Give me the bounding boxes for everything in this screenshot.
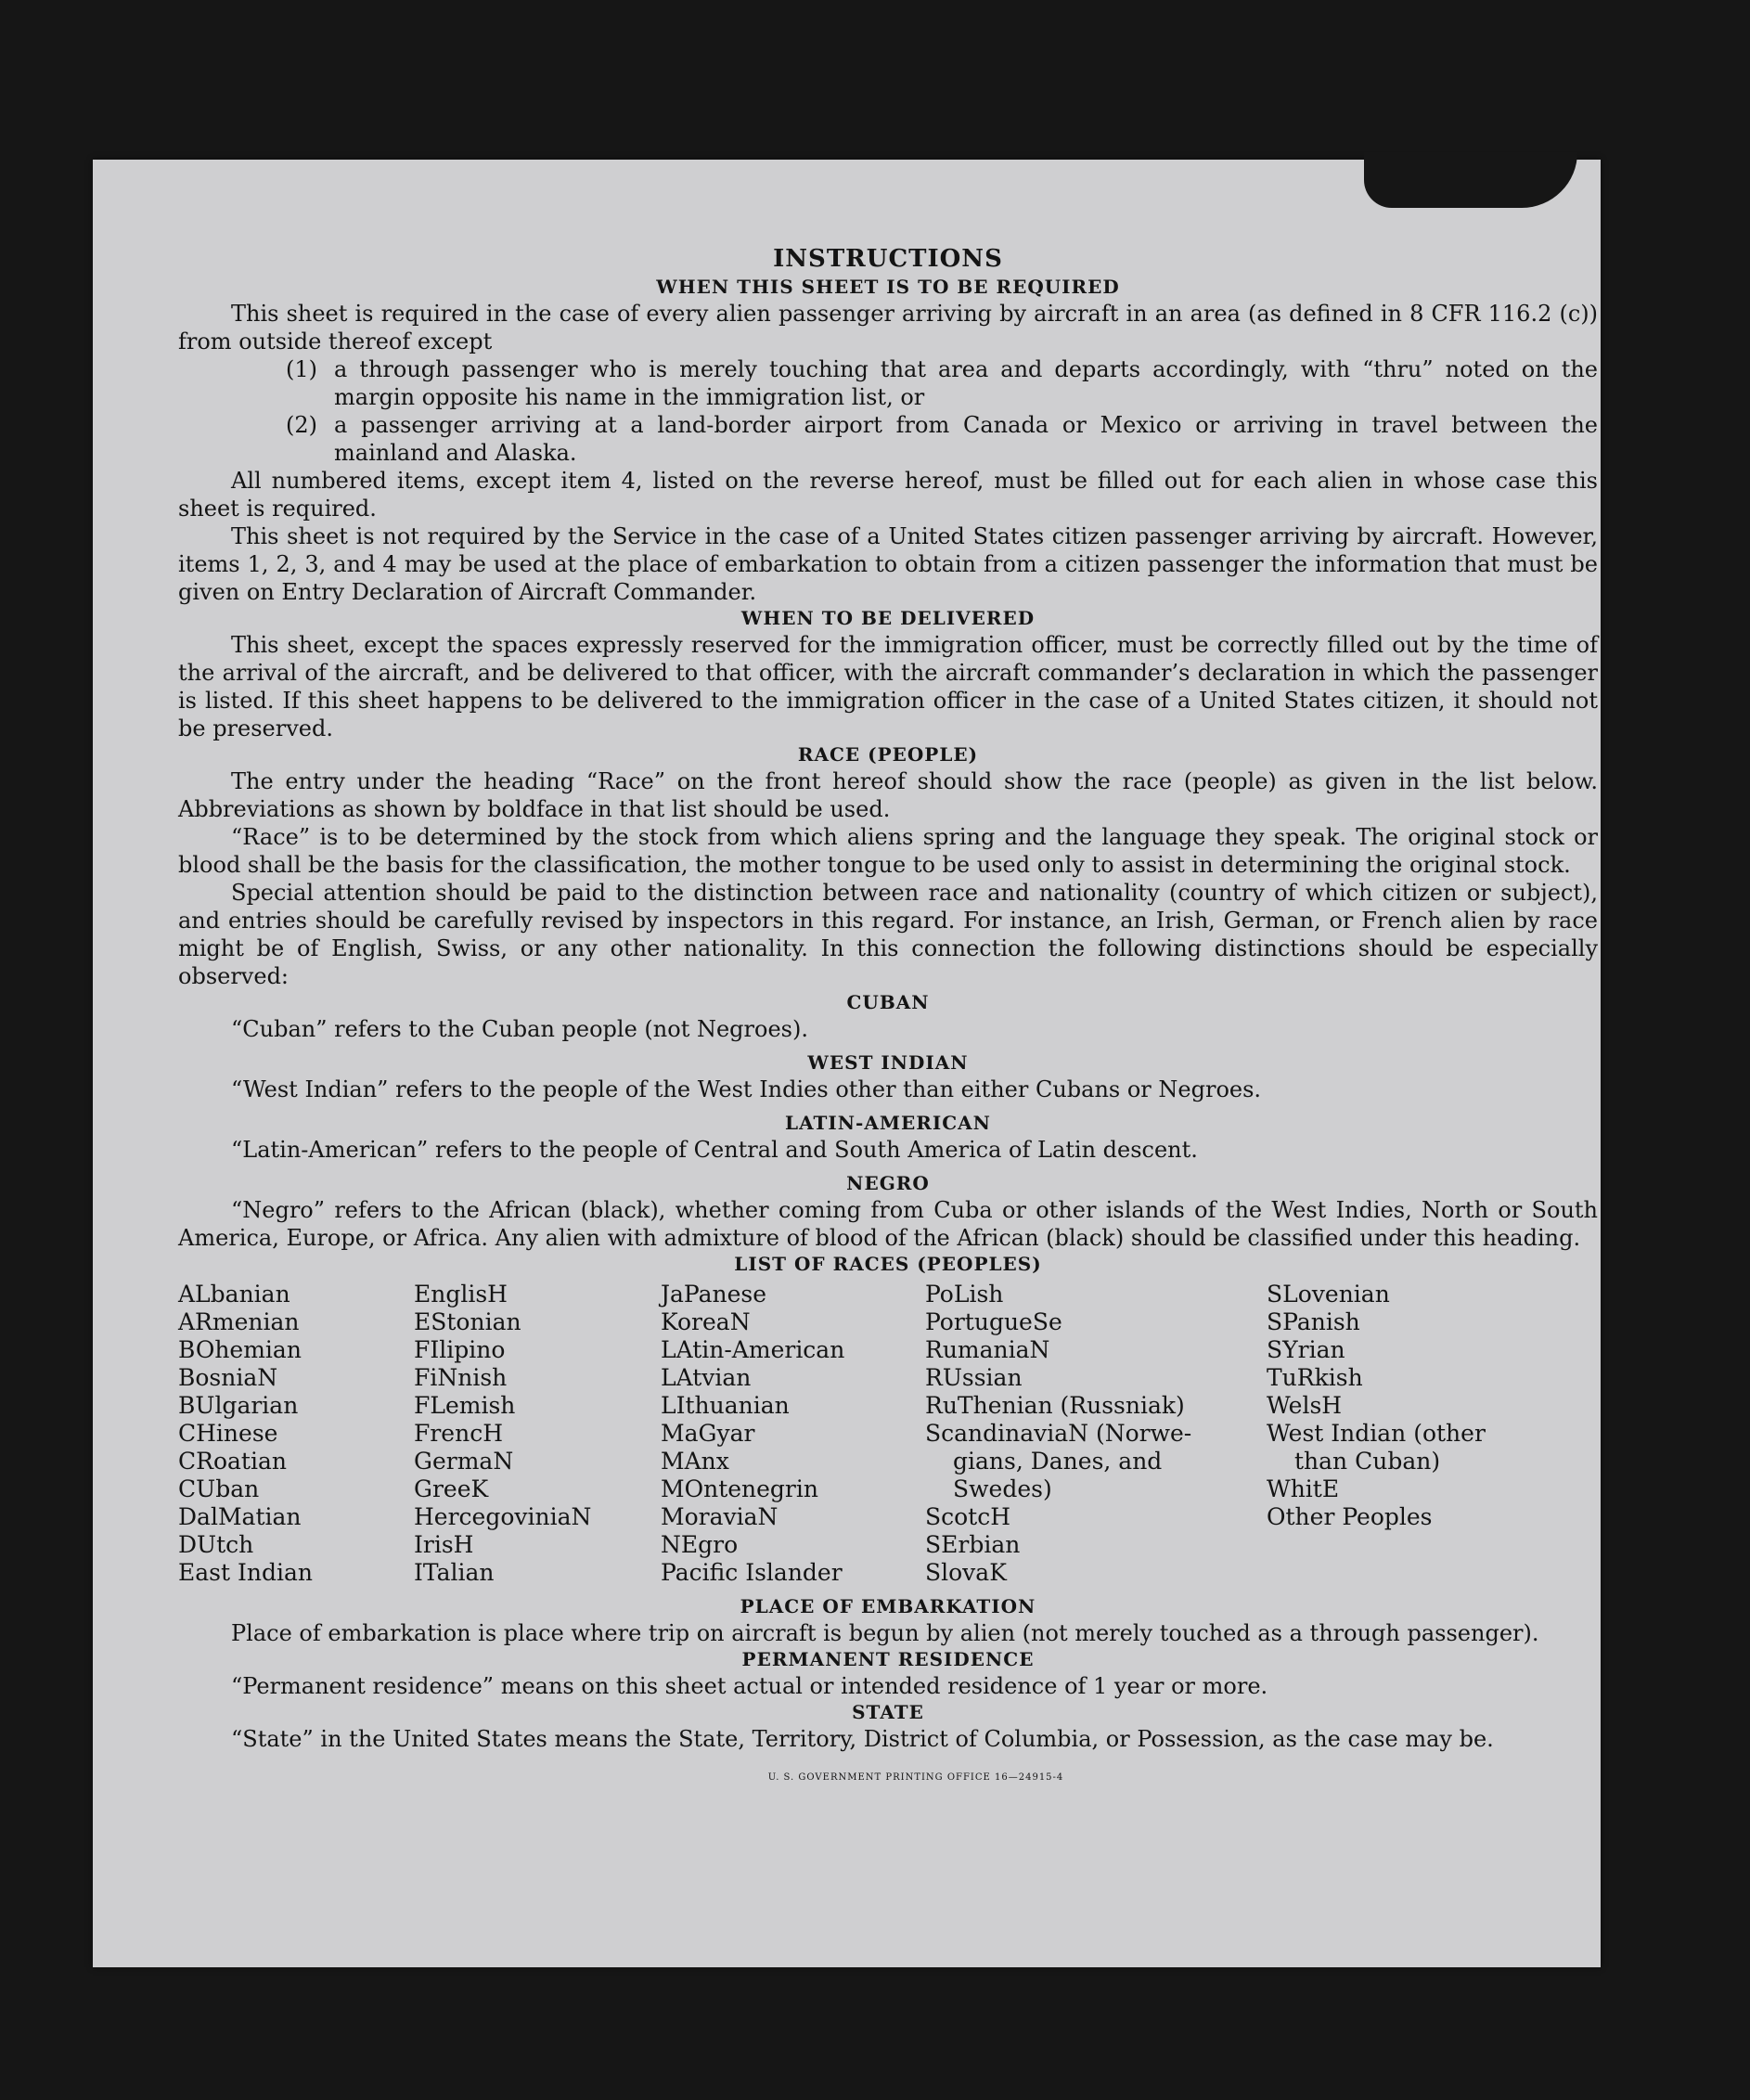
race-entry: ALbanian — [178, 1281, 290, 1308]
races-list — [178, 1281, 1598, 1587]
race-entry: Other Peoples — [1267, 1503, 1433, 1530]
paragraph: Special attention should be paid to the distinction between race and nationality (country of which citizen or subject), and entries should be carefully revised by inspectors in this regard. For instance, an Irish, German, or French alien by race might be of English, Swiss, or any other nationality. In this connection the following distinctions should be especially observed: — [178, 880, 1598, 989]
race-entry: Swedes) — [953, 1475, 1052, 1502]
race-entry: MOntenegrin — [661, 1475, 818, 1502]
race-column-1 — [178, 1281, 414, 1587]
race-entry: NEgro — [661, 1531, 739, 1558]
race-entry: WelsH — [1267, 1392, 1343, 1419]
list-item — [178, 411, 1598, 467]
item-number: (1) — [286, 356, 317, 382]
race-entry: RuThenian (Russniak) — [925, 1392, 1185, 1419]
race-entry: East Indian — [178, 1559, 313, 1586]
race-entry: SErbian — [925, 1531, 1021, 1558]
paragraph: “Permanent residence” means on this sheet actual or intended residence of 1 year or more. — [231, 1673, 1268, 1699]
heading-cuban: CUBAN — [846, 991, 930, 1013]
race-entry: BosniaN — [178, 1364, 278, 1391]
race-entry: DUtch — [178, 1531, 254, 1558]
race-entry: FiNnish — [414, 1364, 508, 1391]
race-entry: SPanish — [1267, 1308, 1360, 1335]
paragraph: “Race” is to be determined by the stock from which aliens spring and the language they speak. The original stock or blood shall be the basis for the classification, the mother tongue to be used only to assist in determining the original stock. — [178, 824, 1598, 878]
document-title: INSTRUCTIONS — [773, 245, 1003, 273]
heading-west-indian: WEST INDIAN — [807, 1051, 969, 1074]
race-entry: EStonian — [414, 1308, 521, 1335]
race-entry: CUban — [178, 1475, 260, 1502]
race-entry: TuRkish — [1267, 1364, 1363, 1391]
paragraph: This sheet, except the spaces expressly reserved for the immigration officer, must be correctly filled out by the time of the arrival of the aircraft, and be delivered to that officer, with the aircraft commander’s declaration in which the passenger is listed. If this sheet happens to be delivered to the immigration officer in the case of a United States citizen, it should not be preserved. — [178, 632, 1598, 741]
race-entry: SYrian — [1267, 1336, 1345, 1363]
race-entry: than Cuban) — [1294, 1448, 1441, 1475]
heading-race: RACE (PEOPLE) — [797, 743, 979, 766]
race-entry: ScotcH — [925, 1503, 1011, 1530]
heading-when-delivered: WHEN TO BE DELIVERED — [740, 607, 1036, 629]
heading-embarkation: PLACE OF EMBARKATION — [740, 1595, 1036, 1617]
race-entry: PortugueSe — [925, 1308, 1062, 1335]
race-entry: WhitE — [1267, 1475, 1340, 1502]
race-entry: CRoatian — [178, 1448, 287, 1475]
race-column-3 — [661, 1281, 925, 1587]
printing-office-imprint: U. S. GOVERNMENT PRINTING OFFICE 16—24915-4 — [767, 1772, 1064, 1783]
race-column-4 — [925, 1281, 1267, 1587]
document-sheet — [93, 160, 1601, 1967]
race-entry: EnglisH — [414, 1281, 508, 1308]
race-entry: DalMatian — [178, 1503, 302, 1530]
race-column-2 — [414, 1281, 661, 1587]
race-entry: LAtvian — [661, 1364, 752, 1391]
race-entry: HercegoviniaN — [414, 1503, 592, 1530]
race-entry: SlovaK — [925, 1559, 1007, 1586]
item-number: (2) — [286, 412, 317, 438]
race-entry: RUssian — [925, 1364, 1023, 1391]
race-entry: JaPanese — [661, 1281, 767, 1308]
race-entry: PoLish — [925, 1281, 1004, 1308]
torn-corner — [1364, 152, 1577, 208]
paragraph: “West Indian” refers to the people of the West Indies other than either Cubans or Negroes. — [231, 1076, 1262, 1102]
race-entry: LAtin-American — [661, 1336, 845, 1363]
race-entry: LIthuanian — [661, 1392, 790, 1419]
paragraph: Place of embarkation is place where trip on aircraft is begun by alien (not merely touched as a through passenger). — [231, 1620, 1539, 1646]
item-text: a through passenger who is merely touching that area and departs accordingly, with “thru” noted on the margin opposite his name in the immigration list, or — [334, 356, 1598, 410]
race-entry: FIlipino — [414, 1336, 506, 1363]
race-entry: MoraviaN — [661, 1503, 778, 1530]
item-text: a passenger arriving at a land-border airport from Canada or Mexico or arriving in travel between the mainland and Alaska. — [334, 412, 1598, 466]
race-entry: BUlgarian — [178, 1392, 299, 1419]
race-entry: FLemish — [414, 1392, 516, 1419]
heading-negro: NEGRO — [846, 1172, 930, 1194]
paragraph: The entry under the heading “Race” on the front hereof should show the race (people) as given in the list below. Abbreviations as shown by boldface in that list should be used. — [178, 768, 1598, 822]
paragraph: This sheet is not required by the Service in the case of a United States citizen passenger arriving by aircraft. However, items 1, 2, 3, and 4 may be used at the place of embarkation to obtain from a citizen passenger the information that must be given on Entry Declaration of Aircraft Commander. — [178, 523, 1598, 605]
race-entry: ITalian — [414, 1559, 495, 1586]
race-entry: SLovenian — [1267, 1281, 1390, 1308]
race-entry: ScandinaviaN (Norwe- — [925, 1420, 1192, 1447]
heading-list-of-races: LIST OF RACES (PEOPLES) — [734, 1253, 1042, 1275]
race-entry: Pacific Islander — [661, 1559, 843, 1586]
race-entry: ARmenian — [178, 1308, 300, 1335]
race-entry: BOhemian — [178, 1336, 302, 1363]
race-column-5 — [1267, 1281, 1508, 1587]
race-entry: KoreaN — [661, 1308, 751, 1335]
list-item — [178, 355, 1598, 411]
race-entry: MaGyar — [661, 1420, 755, 1447]
race-entry: IrisH — [414, 1531, 474, 1558]
race-entry: CHinese — [178, 1420, 278, 1447]
document-content — [178, 245, 1598, 1792]
paragraph: “Cuban” refers to the Cuban people (not Negroes). — [231, 1016, 808, 1042]
paragraph: “State” in the United States means the State, Territory, District of Columbia, or Possession, as the case may be. — [231, 1726, 1494, 1752]
race-entry: RumaniaN — [925, 1336, 1050, 1363]
race-entry: MAnx — [661, 1448, 729, 1475]
race-entry: gians, Danes, and — [953, 1448, 1163, 1475]
race-entry: West Indian (other — [1267, 1420, 1486, 1447]
race-entry: GermaN — [414, 1448, 514, 1475]
paragraph: “Negro” refers to the African (black), whether coming from Cuba or other islands of the West Indies, North or South America, Europe, or Africa. Any alien with admixture of blood of the African (black) should be classified under this heading. — [178, 1197, 1598, 1251]
heading-permanent-residence: PERMANENT RESIDENCE — [741, 1648, 1035, 1670]
race-entry: GreeK — [414, 1475, 489, 1502]
paragraph: “Latin-American” refers to the people of Central and South America of Latin descent. — [231, 1137, 1198, 1163]
heading-when-required: WHEN THIS SHEET IS TO BE REQUIRED — [656, 276, 1120, 298]
paragraph: This sheet is required in the case of every alien passenger arriving by aircraft in an area (as defined in 8 CFR 116.2 (c)) from outside thereof except — [178, 301, 1598, 354]
race-entry: FrencH — [414, 1420, 503, 1447]
paragraph: All numbered items, except item 4, listed on the reverse hereof, must be filled out for each alien in whose case this sheet is required. — [178, 468, 1598, 522]
heading-latin-american: LATIN-AMERICAN — [785, 1112, 991, 1134]
heading-state: STATE — [852, 1701, 924, 1723]
